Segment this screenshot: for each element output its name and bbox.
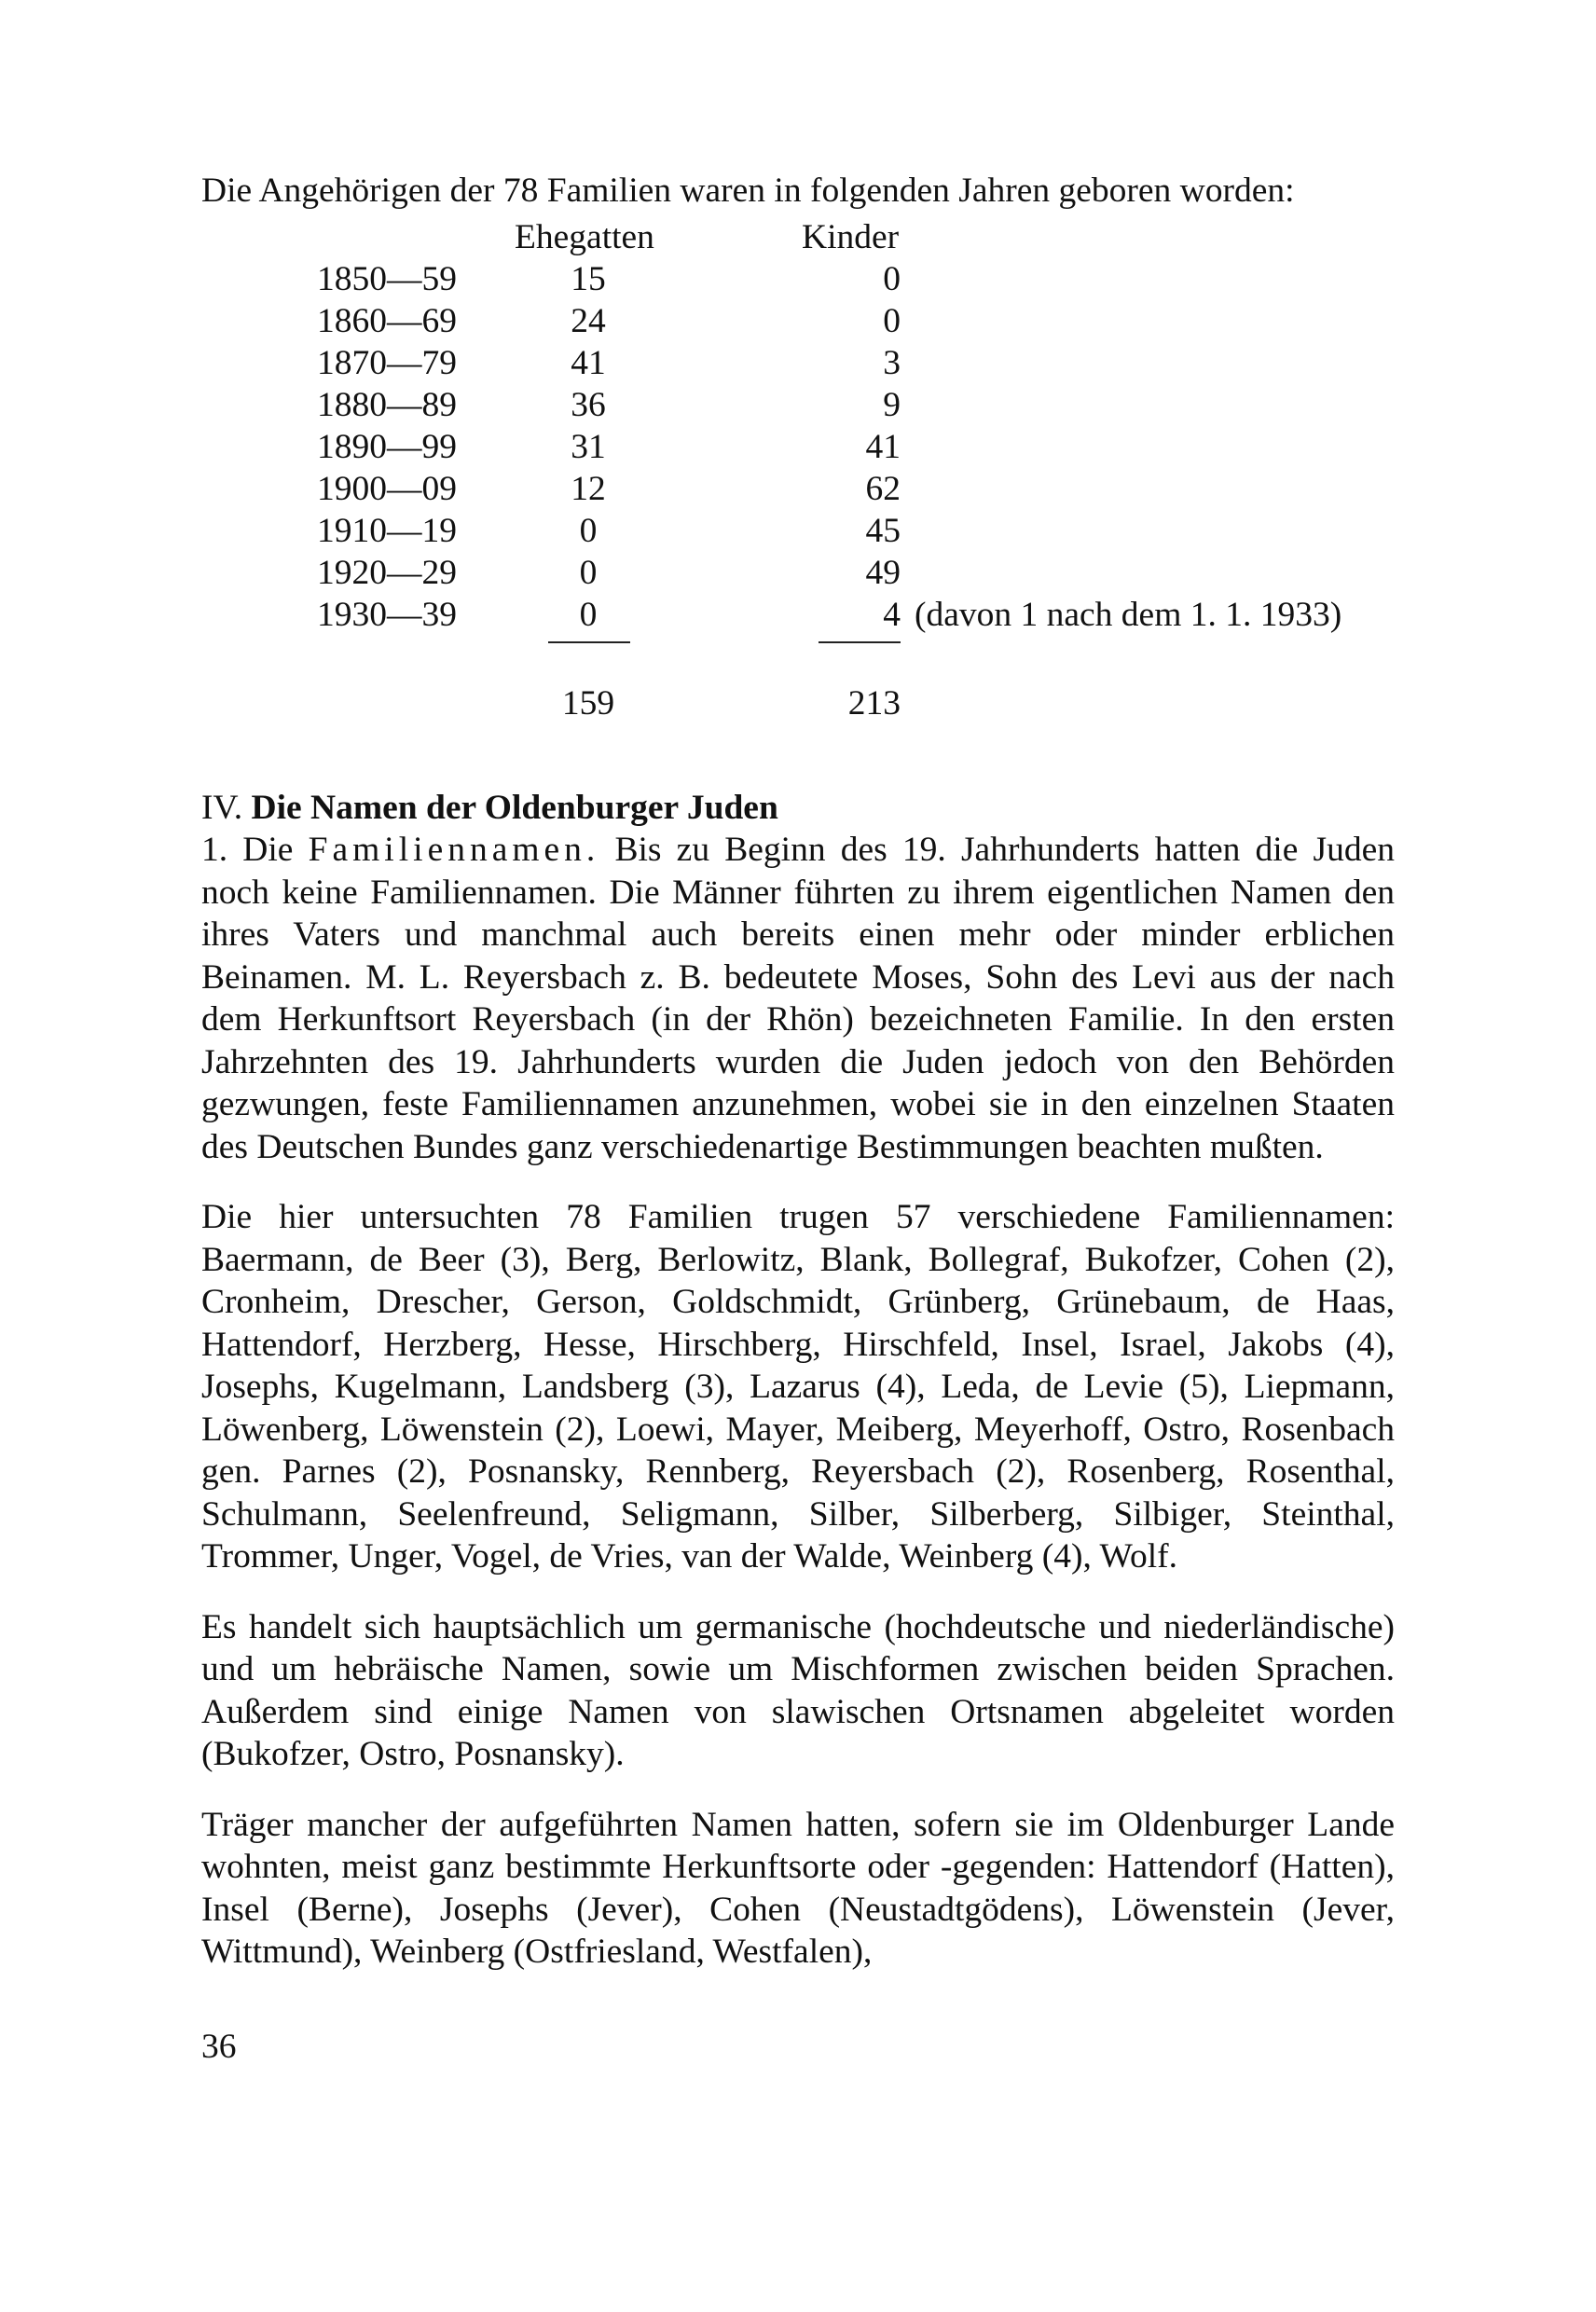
table-row [201,510,1395,552]
section-title: Die Namen der Oldenburger Juden [251,788,778,827]
row-note: (davon 1 nach dem 1. 1. 1933) [915,595,1342,634]
row-spouses: 0 [579,595,598,634]
header-spouses: Ehegatten [515,217,654,256]
section-heading [201,787,1395,830]
table-row [201,468,1395,510]
row-years: 1900—09 [317,469,457,508]
subsection-title: Familiennamen. [308,831,600,869]
row-children: 0 [883,259,901,298]
row-spouses: 15 [571,259,606,298]
row-spouses: 41 [571,343,606,382]
table-header-row [201,216,1395,258]
table-totals-row [201,682,1395,724]
row-spouses: 31 [571,427,606,466]
row-spouses: 0 [579,511,598,550]
row-children: 45 [865,511,901,550]
row-spouses: 12 [571,469,606,508]
table-row [201,594,1395,636]
birth-year-table [201,216,1395,787]
row-children: 3 [883,343,901,382]
row-spouses: 36 [571,385,606,424]
header-children: Kinder [802,217,900,256]
total-spouses: 159 [561,683,615,722]
paragraph: Träger mancher der aufgeführten Namen hatten, sofern sie im Oldenburger Lande wohnten, meist ganz bestimmte Herkunftsorte oder -gegenden: Hattendorf (Hatten), Insel (Berne), Josephs (Jever), Cohen (Neustadtgödens), Löwenstein (Jever, Wittmund), Weinberg (Ostfriesland, Westfalen), [201,1805,1395,1971]
table-row [201,342,1395,384]
subsection-text: Bis zu Beginn des 19. Jahrhunderts hatten die Juden noch keine Familiennamen. Die Männer führten zu ihrem eigentlichen Namen den ihres Vaters und manchmal auch bereits einen mehr oder minder erblichen Beinamen. M. L. Reyersbach z. B. bedeutete Moses, Sohn des Levi aus der nach dem Herkunftsort Reyersbach (in der Rhön) bezeichneten Familie. In den ersten Jahrzehnten des 19. Jahrhunderts wurden die Juden jedoch von den Behörden gezwungen, feste Familiennamen anzunehmen, wobei sie in den einzelnen Staaten des Deutschen Bundes ganz verschiedenartige Bestimmungen beachten mußten. [201,831,1396,1166]
paragraph: Die hier untersuchten 78 Familien trugen 57 verschiedene Familiennamen: Baermann, de Beer (3), Berg, Berlowitz, Blank, Bollegraf, Bukofzer, Cohen (2), Cronheim, Drescher, Gerson, Goldschmidt, Grünberg, Grünebaum, de Haas, Hattendorf, Herzberg, Hesse, Hirschberg, Hirschfeld, Insel, Israel, Jakobs (4), Josephs, Kugelmann, Landsberg (3), Lazarus (4), Leda, de Levie (5), Liepmann, Löwenberg, Löwenstein (2), Loewi, Mayer, Meiberg, Meyerhoff, Ostro, Rosenbach gen. Parnes (2), Posnansky, Rennberg, Reyersbach (2), Rosenberg, Rosenthal, Schulmann, Seelenfreund, Seligmann, Silber, Silberberg, Silbiger, Steinthal, Trommer, Unger, Vogel, de Vries, van der Walde, Weinberg (4), Wolf. [201,1198,1395,1576]
row-children: 4 [883,595,901,634]
sum-rule-spouses [548,641,630,643]
row-children: 0 [883,301,901,340]
row-years: 1930—39 [317,595,457,634]
row-children: 62 [865,469,901,508]
row-spouses: 0 [579,553,598,592]
table-row [201,300,1395,342]
table-row [201,426,1395,468]
row-years: 1890—99 [317,427,457,466]
row-children: 9 [883,385,901,424]
row-years: 1870—79 [317,343,457,382]
row-children: 49 [865,553,901,592]
sum-rule-children [819,641,901,643]
intro-text: Die Angehörigen der 78 Familien waren in folgenden Jahren geboren worden: [201,172,1295,210]
row-years: 1920—29 [317,553,457,592]
subsection-paragraph [201,829,1395,1168]
paragraph: Es handelt sich hauptsächlich um germanische (hochdeutsche und niederländische) und um hebräische Namen, sowie um Mischformen zwischen beiden Sprachen. Außerdem sind einige Namen von slawischen Ortsnamen abgeleitet worden (Bukofzer, Ostro, Posnansky). [201,1607,1395,1773]
row-years: 1850—59 [317,259,457,298]
table-row [201,258,1395,300]
page-number: 36 [201,2028,237,2066]
row-years: 1910—19 [317,511,457,550]
row-years: 1880—89 [317,385,457,424]
table-row [201,552,1395,594]
page-content [201,170,1395,1974]
total-children: 213 [847,683,901,722]
row-children: 41 [865,427,901,466]
table-row [201,384,1395,426]
row-spouses: 24 [571,301,606,340]
section-number: IV. [201,788,243,827]
subsection-number: 1. Die [201,831,294,869]
row-years: 1860—69 [317,301,457,340]
